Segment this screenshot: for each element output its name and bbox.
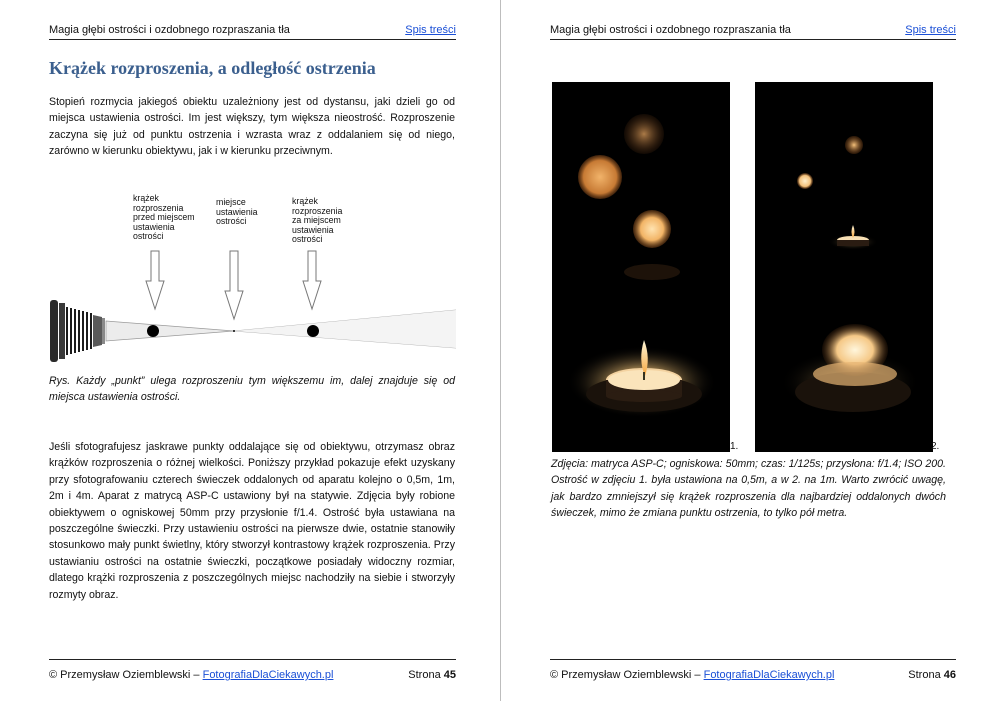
- footer-page-label: Strona: [408, 669, 444, 681]
- header-title: Magia głębi ostrości i ozdobnego rozpraszania tła: [550, 24, 791, 36]
- photos-caption: Zdjęcia: matryca ASP-C; ogniskowa: 50mm; czas: 1/125s; przysłona: f/1.4; ISO 200. Ostrość w zdjęciu 1. była ustawiona na 0,5m, a w 2. na 1m. Warto zwrócić uwagę, jak bardzo zmniejszył się krążek rozproszenia dla najbardziej oddalonych dwóch świeczek, mimo że zmiana punktu ostrzenia, to tylko pół metra.: [551, 458, 946, 520]
- arrow-focus: [225, 251, 243, 319]
- footer-page-number: 45: [443, 669, 456, 681]
- footer-copyright: © Przemysław Oziemblewski –: [550, 669, 704, 681]
- toc-link[interactable]: Spis treści: [405, 24, 456, 36]
- arrow-after: [303, 251, 321, 309]
- header-title: Magia głębi ostrości i ozdobnego rozpraszania tła: [49, 24, 290, 36]
- label-focus-point: miejsce ustawienia ostrości: [216, 197, 258, 227]
- page-46: [501, 0, 1000, 701]
- circle-before: [147, 325, 159, 337]
- lens-icon: [50, 300, 105, 362]
- footer-site-link[interactable]: FotografiaDlaCiekawych.pl: [202, 669, 334, 681]
- figure-caption: Rys. Każdy „punkt” ulega rozproszeniu tym większemu im, dalej znajduje się od miejsca ustawienia ostrości.: [49, 375, 455, 404]
- footer-site-link[interactable]: FotografiaDlaCiekawych.pl: [703, 669, 835, 681]
- candle-photo-1: [552, 82, 730, 452]
- intro-paragraph: Stopień rozmycia jakiegoś obiektu uzależniony jest od dystansu, jaki dzieli go od miejsca ustawienia ostrości. Im jest większy, tym większa nieostrość. Rozproszenie zaczyna się już od punktu ostrzenia i wzrasta wraz z oddalaniem się od niego, zarówno w kierunku obiektywu, jak i w kierunku przeciwnym.: [49, 96, 455, 158]
- toc-link[interactable]: Spis treści: [905, 24, 956, 36]
- page-footer: [550, 659, 956, 690]
- arrow-before: [146, 251, 164, 309]
- footer-page-number: 46: [943, 669, 956, 681]
- photo-2-number: 2.: [931, 441, 940, 452]
- label-circle-before: krążek rozproszenia przed miejscem ustawienia ostrości: [133, 193, 195, 242]
- circle-after: [307, 325, 319, 337]
- candle-photo-2: [755, 82, 933, 452]
- body-paragraph: Jeśli sfotografujesz jaskrawe punkty oddalające się od obiektywu, otrzymasz obraz krążków rozproszenia o różnej wielkości. Poniższy przykład pokazuje efekt uzyskany przy sfotografowaniu czterech świeczek oddalonych od aparatu kolejno o 0,5m, 1m, 2m i 4m. Aparat z matrycą ASP-C ustawiony był na statywie. Zdjęcia były robione obiektywem o ogniskowej 50mm przy przysłonie f/1.4. Ostrość była ustawiana na poszczególne świeczki. Przy ustawieniu ostrości na pierwsze dwie, ostatnie stanowiły stosunkowo mały punkt świetlny, który stworzył kontrastowy krążek rozproszenia. Przy ustawianiu ostrości na ostatnie świeczki, początkowe posiadały widoczny rozmiar, dlatego krążki rozproszenia z poszczególnych miejsc nachodziły na siebie i stworzyły rozmyty obraz.: [49, 441, 455, 601]
- page-header: [49, 22, 456, 40]
- page-header: [550, 22, 956, 40]
- depth-of-field-diagram: [40, 245, 460, 365]
- page-footer: [49, 659, 456, 690]
- label-circle-after: krążek rozproszenia za miejscem ustawienia ostrości: [292, 196, 343, 245]
- section-heading: Krążek rozproszenia, a odległość ostrzenia: [49, 58, 376, 78]
- footer-page-label: Strona: [908, 669, 944, 681]
- photo-1-number: 1.: [730, 441, 739, 452]
- footer-copyright: © Przemysław Oziemblewski –: [49, 669, 203, 681]
- focus-point: [233, 330, 235, 332]
